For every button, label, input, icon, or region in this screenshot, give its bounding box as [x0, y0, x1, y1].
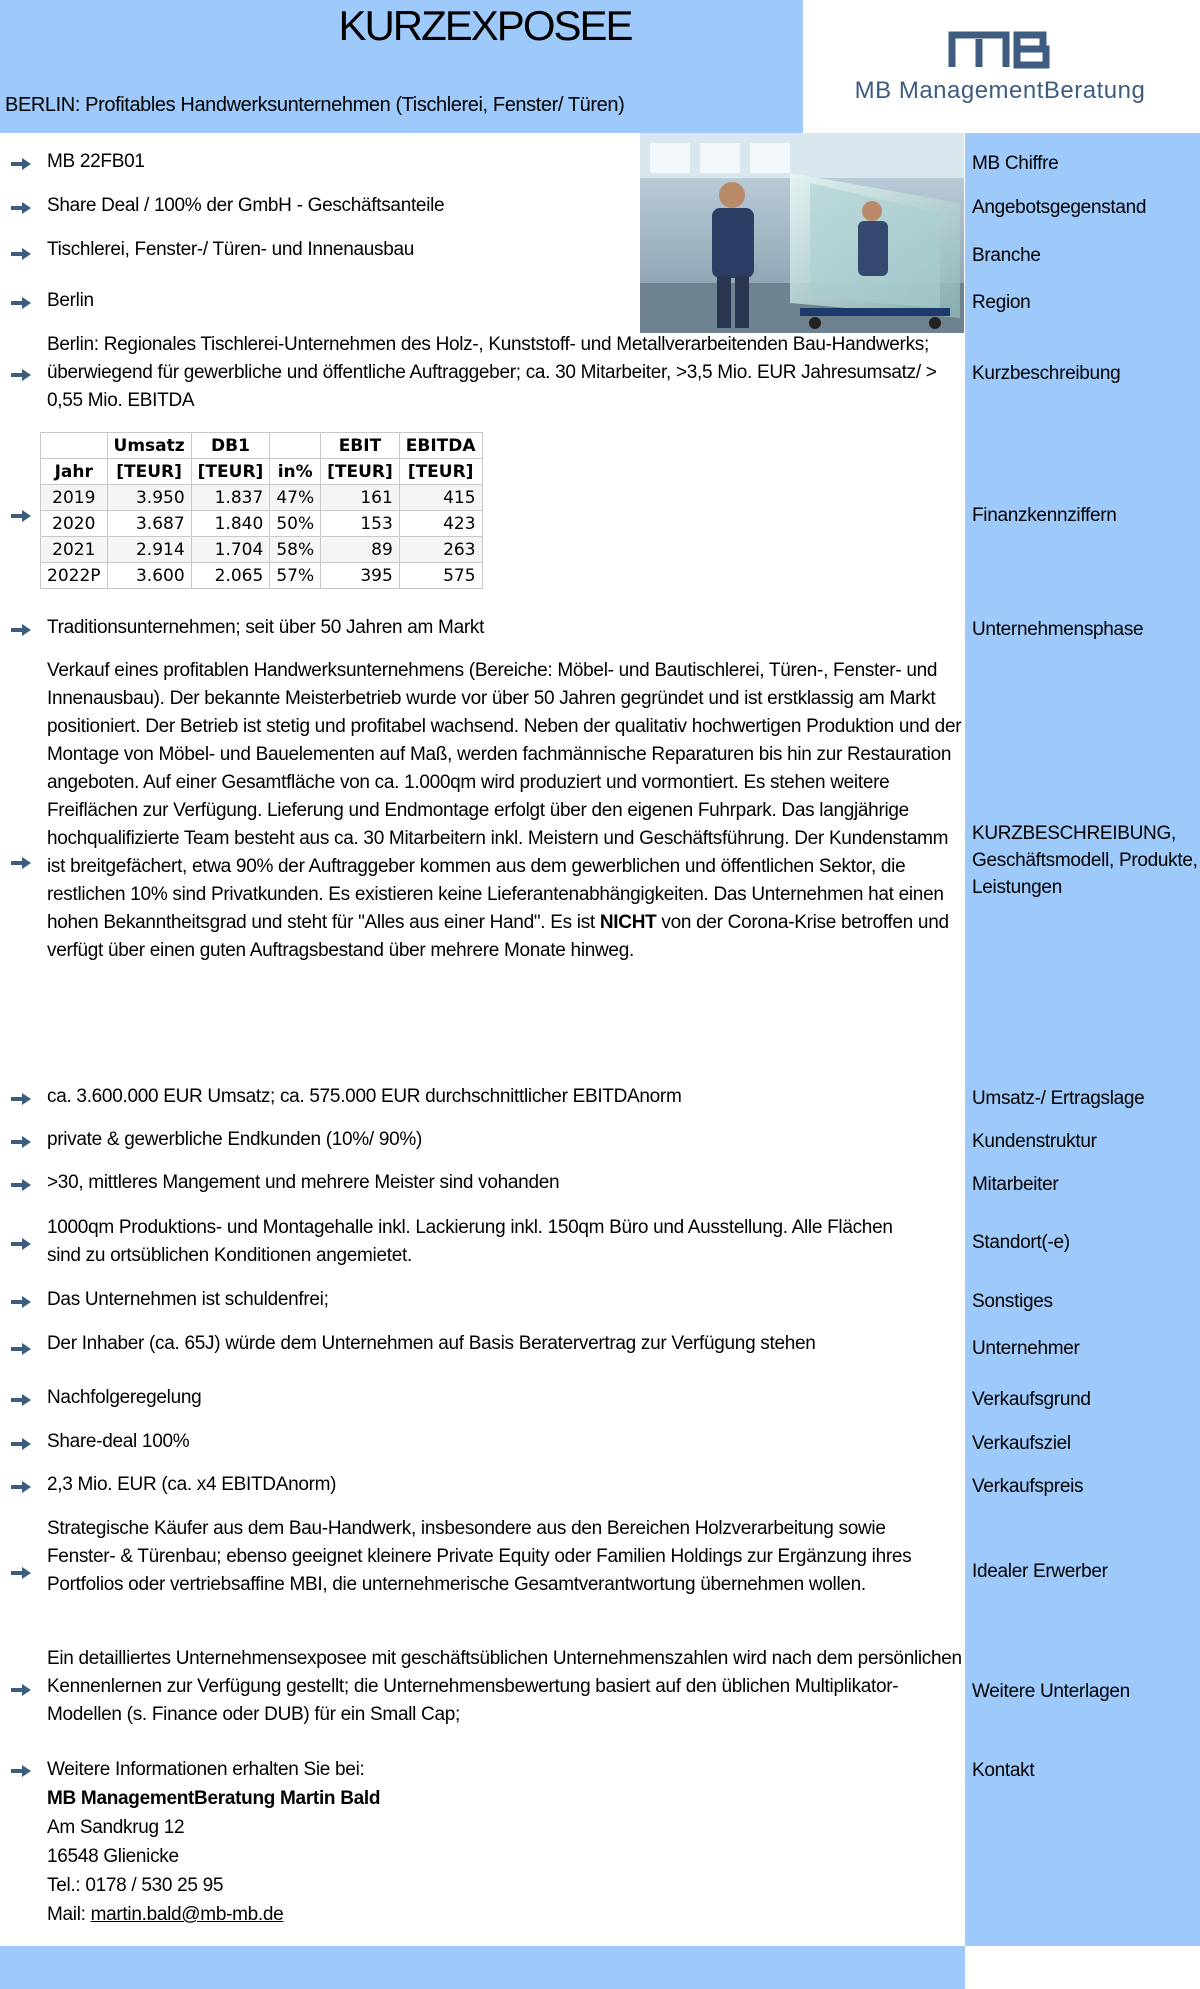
table-header-cell: in%	[270, 459, 321, 485]
table-cell: 395	[321, 563, 400, 589]
branche-value: Tischlerei, Fenster-/ Türen- und Innenausbau	[47, 239, 415, 260]
table-header-cell: Umsatz	[107, 433, 191, 459]
table-cell: 1.704	[191, 537, 270, 563]
table-header-cell: EBITDA	[399, 433, 482, 459]
kontakt-street: Am Sandkrug 12	[47, 1817, 185, 1838]
phase-value: Traditionsunternehmen; seit über 50 Jahren am Markt	[47, 617, 485, 638]
table-cell: 575	[399, 563, 482, 589]
logo	[815, 25, 1185, 110]
table-cell: 263	[399, 537, 482, 563]
unternehmer-label: Unternehmer	[972, 1338, 1080, 1359]
table-header-cell: Jahr	[41, 459, 108, 485]
table-cell: 153	[321, 511, 400, 537]
table-header-cell: [TEUR]	[399, 459, 482, 485]
beschreibung-label: KURZBESCHREIBUNG, Geschäftsmodell, Produkte, Leistungen	[972, 823, 1198, 898]
unterlagen-value: Ein detailliertes Unternehmensexposee mit geschäftsüblichen Unternehmenszahlen wird nach dem persönlichen Kennenlernen zur Verfügung gestellt; die Unternehmensbewertung basiert auf den üblichen Multiplikator-Modellen (s. Finance oder DUB) für ein Small Cap;	[47, 1648, 962, 1725]
arrow-right-icon	[10, 1764, 32, 1778]
kunden-label: Kundenstruktur	[972, 1131, 1097, 1152]
label-column-band	[965, 133, 1200, 1946]
beschreibung-text	[47, 657, 962, 965]
erwerber-label: Idealer Erwerber	[972, 1561, 1108, 1582]
table-row	[41, 485, 483, 511]
table-row	[41, 563, 483, 589]
sonstiges-label: Sonstiges	[972, 1291, 1053, 1312]
kontakt-mail-prefix: Mail:	[47, 1904, 91, 1925]
table-header-row	[41, 433, 483, 459]
arrow-right-icon	[10, 1295, 32, 1309]
arrow-right-icon	[10, 1092, 32, 1106]
grund-value: Nachfolgeregelung	[47, 1387, 202, 1408]
chiffre-value: MB 22FB01	[47, 151, 145, 172]
table-header-row	[41, 459, 483, 485]
table-cell: 2020	[41, 511, 108, 537]
angebot-label: Angebotsgegenstand	[972, 197, 1147, 218]
angebot-value: Share Deal / 100% der GmbH - Geschäftsanteile	[47, 195, 445, 216]
arrow-right-icon	[10, 201, 32, 215]
arrow-right-icon	[10, 1342, 32, 1356]
table-cell: 47%	[270, 485, 321, 511]
mb-logo-mark-icon	[948, 29, 1052, 69]
beschreibung-emphasis: NICHT	[599, 912, 657, 933]
table-cell: 89	[321, 537, 400, 563]
table-cell: 2.914	[107, 537, 191, 563]
table-cell: 50%	[270, 511, 321, 537]
kontakt-label: Kontakt	[972, 1760, 1035, 1781]
logo-text: MB ManagementBeratung	[854, 77, 1146, 104]
table-header-cell: [TEUR]	[321, 459, 400, 485]
erwerber-value: Strategische Käufer aus dem Bau-Handwerk, insbesondere aus den Bereichen Holzverarbeitung sowie Fenster- & Türenbau; ebenso geeignet kleinere Private Equity oder Familien Holdings zur Ergänzung ihres Portfolios oder vertriebsaffine MBI, die unternehmerische Gesamtverantwortung übernehmen wollen.	[47, 1518, 912, 1595]
table-row	[41, 537, 483, 563]
arrow-right-icon	[10, 1393, 32, 1407]
financial-table	[40, 432, 483, 589]
arrow-right-icon	[10, 296, 32, 310]
arrow-right-icon	[10, 368, 32, 382]
arrow-right-icon	[10, 623, 32, 637]
kontakt-mail-line	[47, 1900, 962, 1929]
table-cell: 423	[399, 511, 482, 537]
mitarbeiter-value: >30, mittleres Mangement und mehrere Meister sind vohanden	[47, 1172, 560, 1193]
arrow-right-icon	[10, 247, 32, 261]
preis-label: Verkaufspreis	[972, 1476, 1084, 1497]
standort-value: 1000qm Produktions- und Montagehalle inkl. Lackierung inkl. 150qm Büro und Ausstellung. Alle Flächen sind zu ortsüblichen Konditionen angemietet.	[47, 1217, 893, 1266]
arrow-right-icon	[10, 1683, 32, 1697]
table-cell: 1.837	[191, 485, 270, 511]
finanz-label: Finanzkennziffern	[972, 505, 1117, 526]
arrow-right-icon	[10, 157, 32, 171]
table-header-cell: DB1	[191, 433, 270, 459]
kunden-value: private & gewerbliche Endkunden (10%/ 90%)	[47, 1129, 423, 1150]
table-cell: 3.950	[107, 485, 191, 511]
page-subtitle: BERLIN: Profitables Handwerksunternehmen (Tischlerei, Fenster/ Türen)	[5, 94, 625, 116]
arrow-right-icon	[10, 856, 32, 870]
table-header-cell: EBIT	[321, 433, 400, 459]
arrow-right-icon	[10, 509, 32, 523]
beschreibung-part-2: von der Corona-Krise betroffen und verfügt über einen guten Auftragsbestand über mehrere Monate hinweg.	[47, 912, 949, 961]
table-row	[41, 511, 483, 537]
kontakt-block	[47, 1755, 962, 1929]
table-cell: 2019	[41, 485, 108, 511]
region-value: Berlin	[47, 290, 94, 311]
region-label: Region	[972, 292, 1031, 313]
table-cell: 2.065	[191, 563, 270, 589]
umsatz-label: Umsatz-/ Ertragslage	[972, 1088, 1145, 1109]
unterlagen-label: Weitere Unterlagen	[972, 1681, 1130, 1702]
grund-label: Verkaufsgrund	[972, 1389, 1091, 1410]
footer-band	[0, 1946, 965, 1989]
arrow-right-icon	[10, 1566, 32, 1580]
table-cell: 1.840	[191, 511, 270, 537]
kontakt-city: 16548 Glienicke	[47, 1846, 179, 1867]
kontakt-phone: Tel.: 0178 / 530 25 95	[47, 1875, 224, 1896]
mitarbeiter-label: Mitarbeiter	[972, 1174, 1059, 1195]
arrow-right-icon	[10, 1178, 32, 1192]
arrow-right-icon	[10, 1480, 32, 1494]
table-header-cell	[270, 433, 321, 459]
preis-value: 2,3 Mio. EUR (ca. x4 EBITDAnorm)	[47, 1474, 337, 1495]
arrow-right-icon	[10, 1437, 32, 1451]
branche-label: Branche	[972, 245, 1041, 266]
arrow-right-icon	[10, 1135, 32, 1149]
table-cell: 58%	[270, 537, 321, 563]
table-cell: 2022P	[41, 563, 108, 589]
email-link[interactable]: martin.bald@mb-mb.de	[90, 1904, 284, 1925]
standort-label: Standort(-e)	[972, 1232, 1070, 1253]
kontakt-company: MB ManagementBeratung Martin Bald	[47, 1788, 381, 1809]
kurz-label: Kurzbeschreibung	[972, 363, 1121, 384]
kurz-value: Berlin: Regionales Tischlerei-Unternehmen des Holz-, Kunststoff- und Metallverarbeitenden Bau-Handwerks; überwiegend für gewerbliche und öffentliche Auftraggeber; ca. 30 Mitarbeiter, >3,5 Mio. EUR Jahresumsatz/ > 0,55 Mio. EBITDA	[47, 334, 937, 411]
unternehmer-value: Der Inhaber (ca. 65J) würde dem Unternehmen auf Basis Beratervertrag zur Verfügung stehen	[47, 1333, 816, 1354]
table-header-cell	[41, 433, 108, 459]
table-cell: 161	[321, 485, 400, 511]
page-title: KURZEXPOSEE	[338, 2, 632, 49]
phase-label: Unternehmensphase	[972, 619, 1144, 640]
umsatz-value: ca. 3.600.000 EUR Umsatz; ca. 575.000 EUR durchschnittlicher EBITDAnorm	[47, 1086, 682, 1107]
sonstiges-value: Das Unternehmen ist schuldenfrei;	[47, 1289, 329, 1310]
table-cell: 2021	[41, 537, 108, 563]
arrow-right-icon	[10, 1237, 32, 1251]
beschreibung-part-1: Verkauf eines profitablen Handwerksunternehmens (Bereiche: Möbel- und Bautischlerei, Türen-, Fenster- und Innenausbau). Der bekannte Meisterbetrieb wurde vor über 50 Jahren gegründet und ist erstklassig am Markt positioniert. Der Betrieb ist stetig und profitabel wachsend. Neben der qualitativ hochwertigen Produktion und der Montage von Möbel- und Bauelementen auf Maß, werden fachmännische Reparaturen bis hin zur Restauration angeboten. Auf einer Gesamtfläche von ca. 1.000qm wird produziert und vormontiert. Es stehen weitere Freiflächen zur Verfügung. Lieferung und Endmontage erfolgt über den eigenen Fuhrpark. Das langjährige hochqualifizierte Team besteht aus ca. 30 Mitarbeitern inkl. Meistern und Geschäftsführung. Der Kundenstamm ist breitgefächert, etwa 90% der Auftraggeber kommen aus dem gewerblichen und öffentlichen Sektor, die restlichen 10% sind Privatkunden. Es existieren keine Lieferantenabhängigkeiten. Das Unternehmen hat einen hohen Bekanntheitsgrad und steht für "Alles aus einer Hand". Es ist	[47, 660, 962, 933]
chiffre-label: MB Chiffre	[972, 153, 1059, 174]
ziel-label: Verkaufsziel	[972, 1433, 1071, 1454]
kontakt-intro: Weitere Informationen erhalten Sie bei:	[47, 1759, 365, 1780]
table-cell: 57%	[270, 563, 321, 589]
table-header-cell: [TEUR]	[191, 459, 270, 485]
table-header-cell: [TEUR]	[107, 459, 191, 485]
table-cell: 3.687	[107, 511, 191, 537]
table-cell: 415	[399, 485, 482, 511]
table-cell: 3.600	[107, 563, 191, 589]
ziel-value: Share-deal 100%	[47, 1431, 190, 1452]
